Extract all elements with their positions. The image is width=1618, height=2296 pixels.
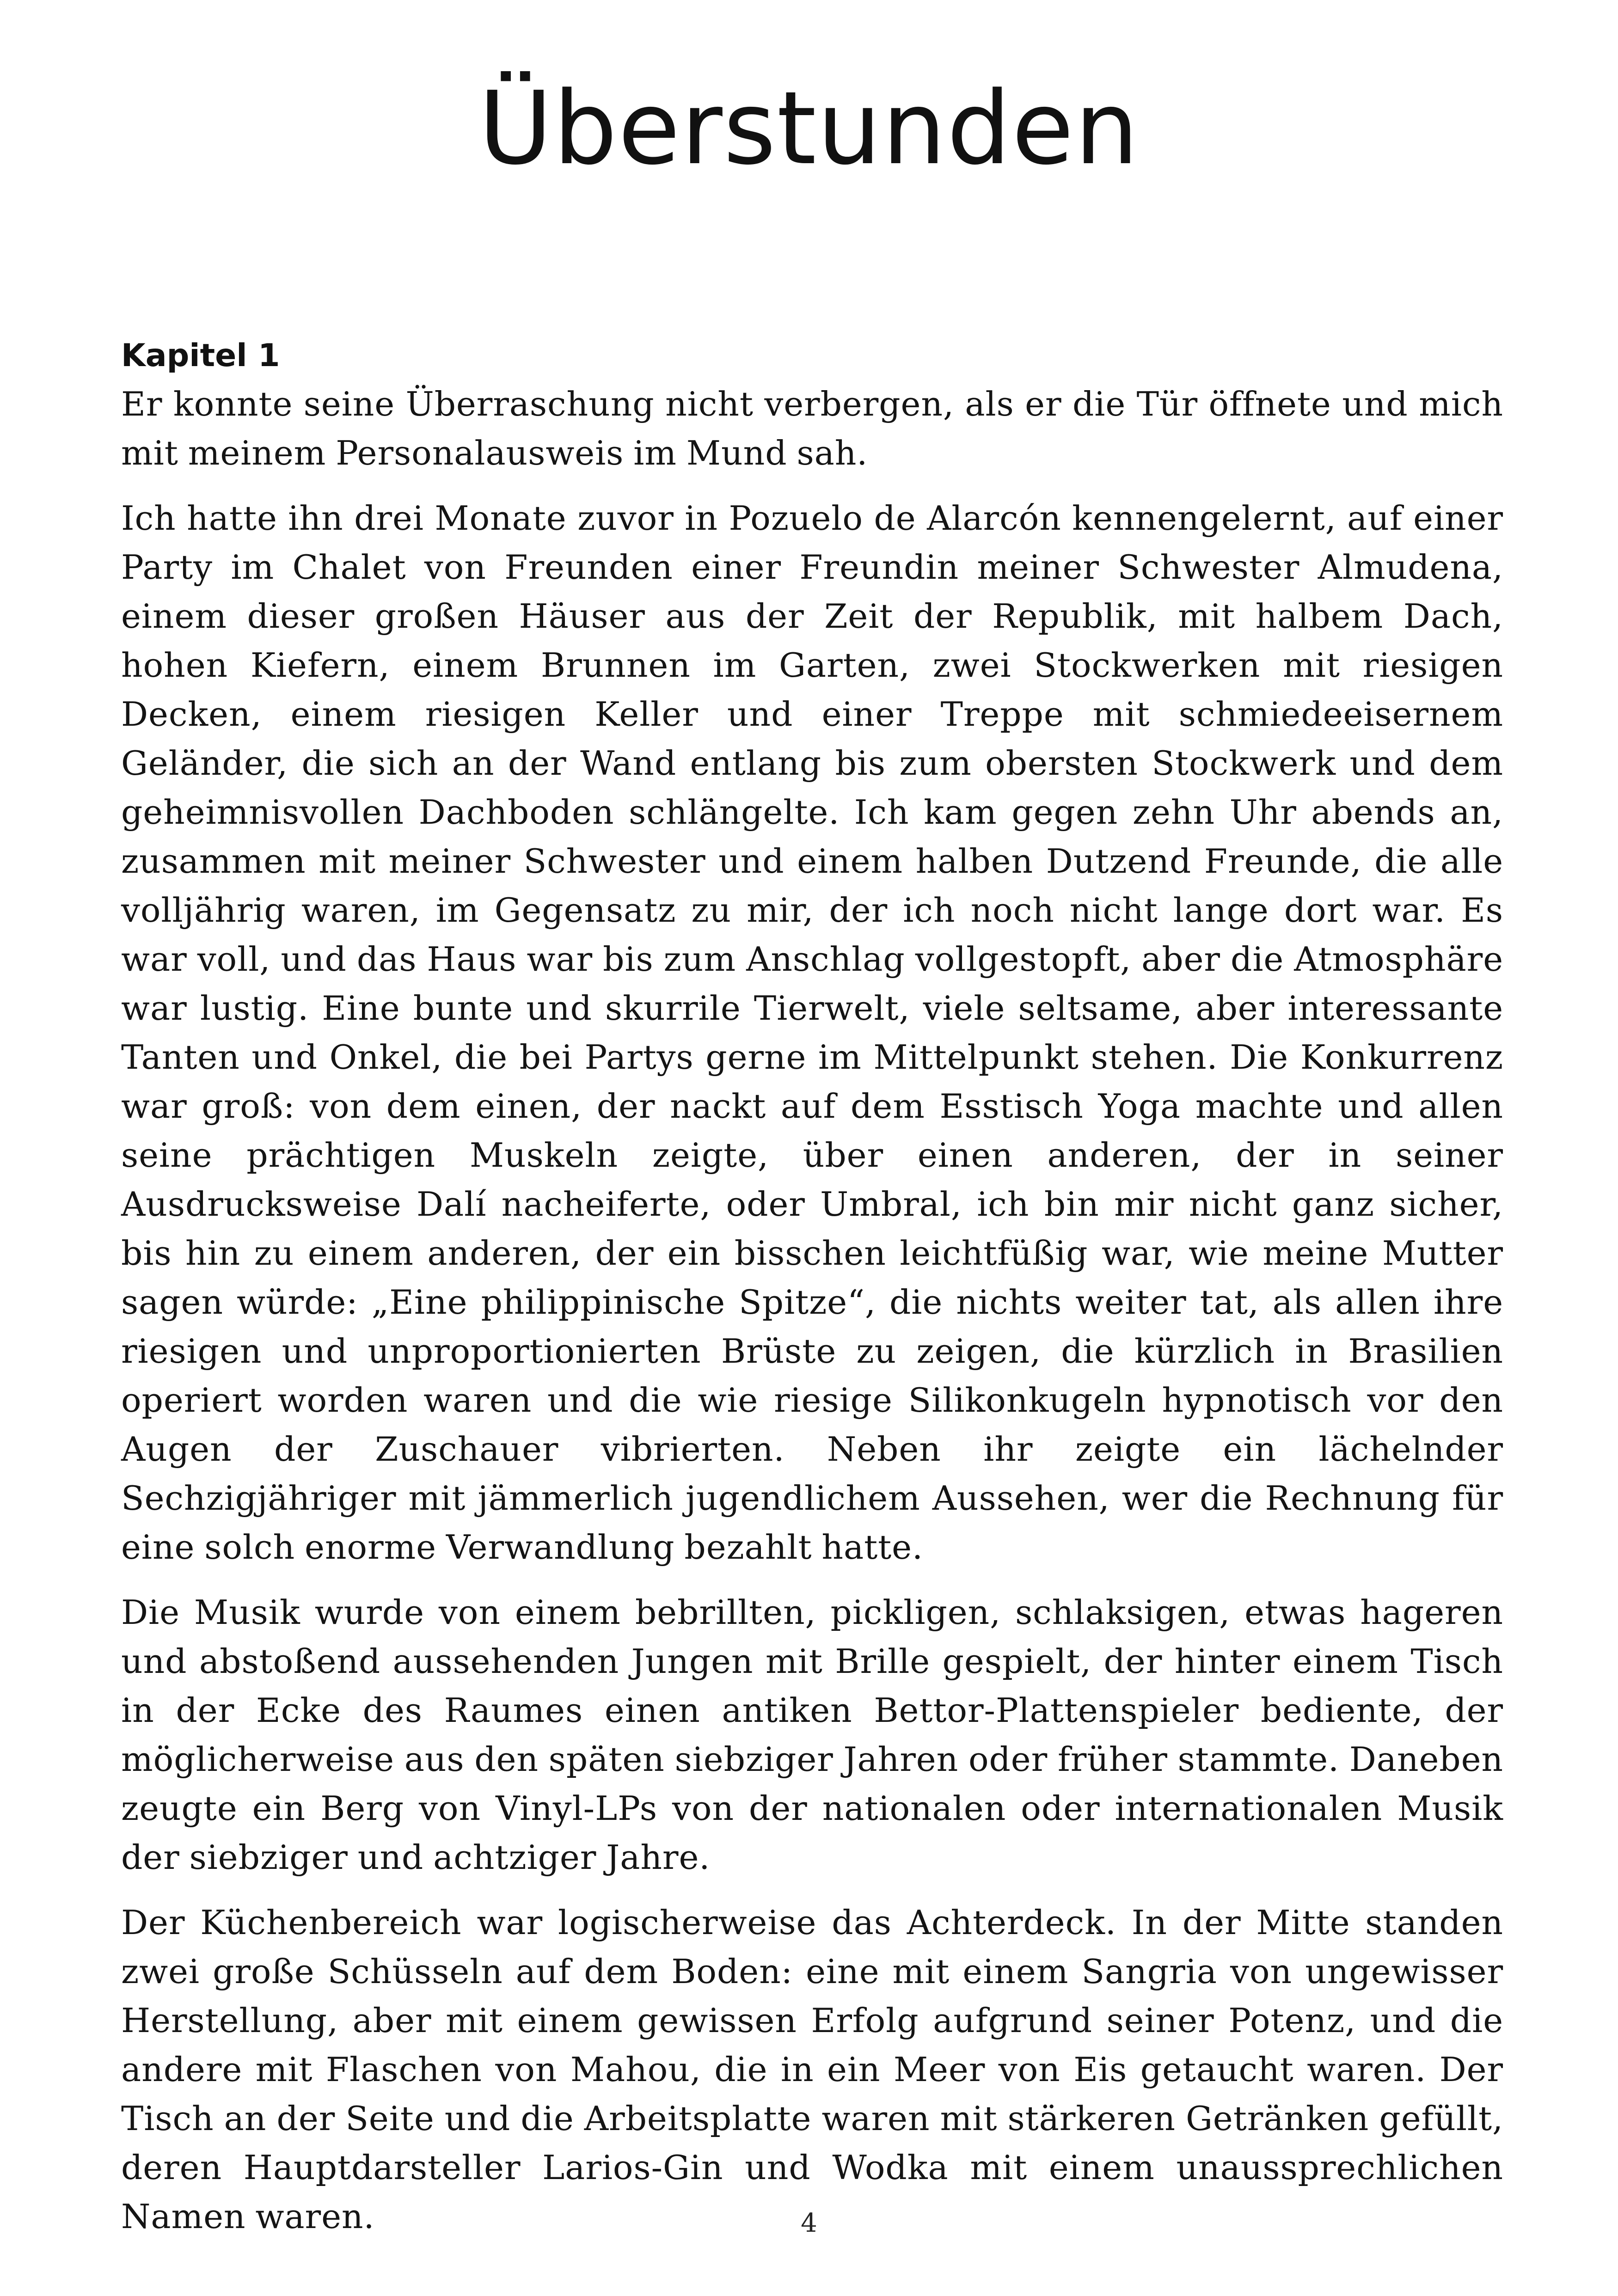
chapter-heading: Kapitel 1 [121,337,280,374]
paragraph-4: Der Küchenbereich war logischerweise das Achterdeck. In der Mitte standen zwei große Schüsseln auf dem Boden: eine mit einem Sangria von ungewisser Herstellung, aber mit einem gewissen Erfolg aufgrund seiner Potenz, und die andere mit Flaschen von Mahou, die in ein Meer von Eis getaucht waren. Der Tisch an der Seite und die Arbeitsplatte waren mit stärkeren Getränken gefüllt, deren Hauptdarsteller Larios-Gin und Wodka mit einem unaussprechlichen Namen waren. [121,1904,1503,2236]
page-title: Überstunden [478,70,1140,187]
chapter-body [121,333,1503,2241]
paragraph-1: Er konnte seine Überraschung nicht verbergen, als er die Tür öffnete und mich mit meinem Personalausweis im Mund sah. [121,385,1503,473]
paragraph-2: Ich hatte ihn drei Monate zuvor in Pozuelo de Alarcón kennengelernt, auf einer Party im Chalet von Freunden einer Freundin meiner Schwester Almudena, einem dieser großen Häuser aus der Zeit der Republik, mit halbem Dach, hohen Kiefern, einem Brunnen im Garten, zwei Stockwerken mit riesigen Decken, einem riesigen Keller und einer Treppe mit schmiedeeisernem Geländer, die sich an der Wand entlang bis zum obersten Stockwerk und dem geheimnisvollen Dachboden schlängelte. Ich kam gegen zehn Uhr abends an, zusammen mit meiner Schwester und einem halben Dutzend Freunde, die alle volljährig waren, im Gegensatz zu mir, der ich noch nicht lange dort war. Es war voll, und das Haus war bis zum Anschlag vollgestopft, aber die Atmosphäre war lustig. Eine bunte und skurrile Tierwelt, viele seltsame, aber interessante Tanten und Onkel, die bei Partys gerne im Mittelpunkt stehen. Die Konkurrenz war groß: von dem einen, der nackt auf dem Esstisch Yoga machte und allen seine prächtigen Muskeln zeigte, über einen anderen, der in seiner Ausdrucksweise Dalí nacheiferte, oder Umbral, ich bin mir nicht ganz sicher, bis hin zu einem anderen, der ein bisschen leichtfüßig war, wie meine Mutter sagen würde: „Eine philippinische Spitze“, die nichts weiter tat, als allen ihre riesigen und unproportionierten Brüste zu zeigen, die kürzlich in Brasilien operiert worden waren und die wie riesige Silikonkugeln hypnotisch vor den Augen der Zuschauer vibrierten. Neben ihr zeigte ein lächelnder Sechzigjähriger mit jämmerlich jugendlichem Aussehen, wer die Rechnung für eine solch enorme Verwandlung bezahlt hatte. [121,499,1503,1567]
page-number: 4 [801,2208,817,2238]
paragraph-3: Die Musik wurde von einem bebrillten, pickligen, schlaksigen, etwas hageren und abstoßend aussehenden Jungen mit Brille gespielt, der hinter einem Tisch in der Ecke des Raumes einen antiken Bettor-Plattenspieler bediente, der möglicherweise aus den späten siebziger Jahren oder früher stammte. Daneben zeugte ein Berg von Vinyl-LPs von der nationalen oder internationalen Musik der siebziger und achtziger Jahre. [121,1593,1503,1877]
